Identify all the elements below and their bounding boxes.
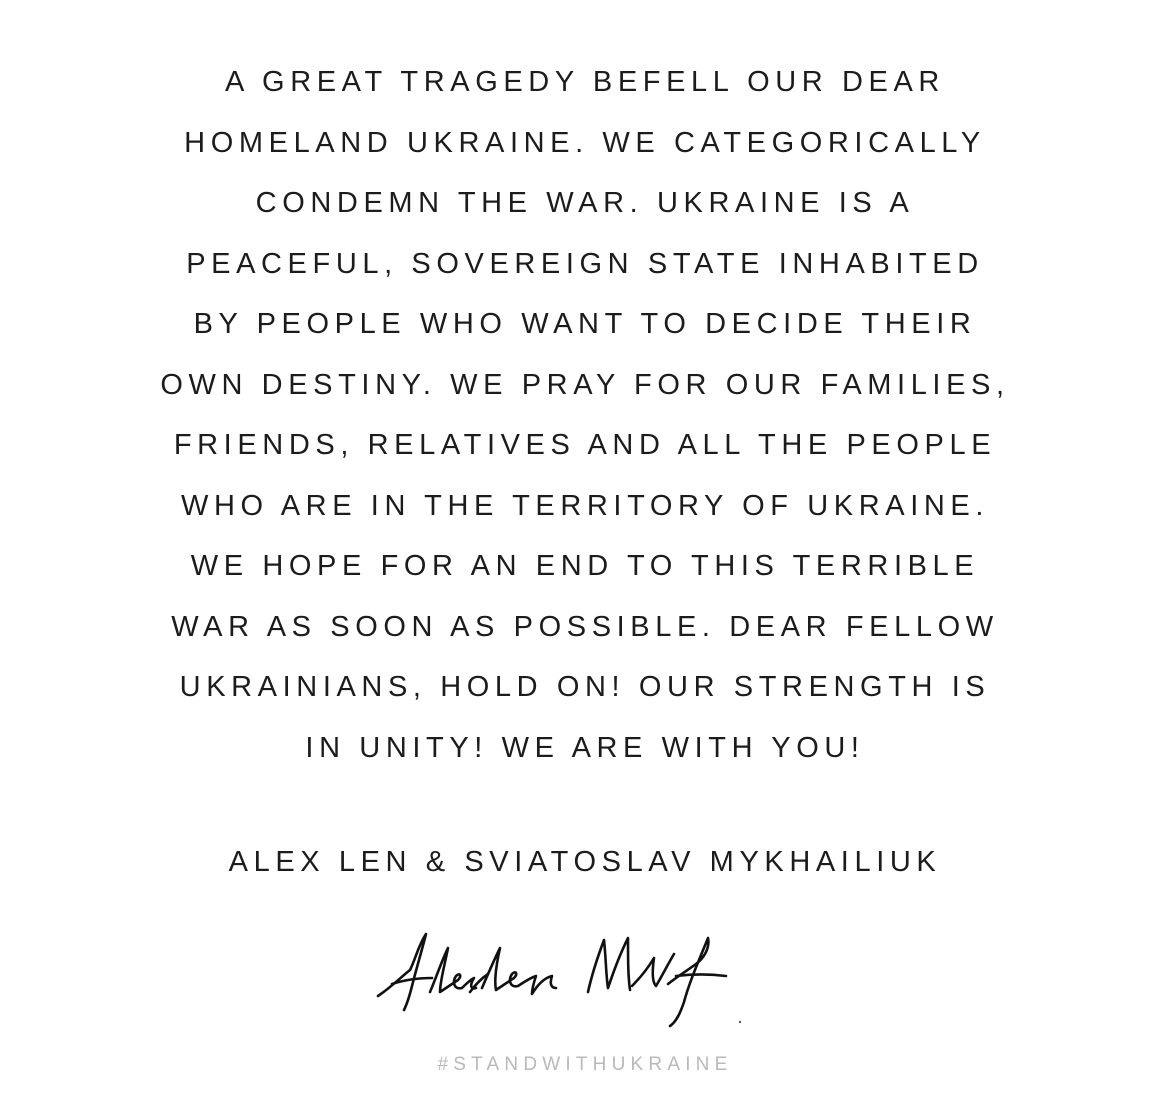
author-names: ALEX LEN & SVIATOSLAV MYKHAILIUK [228, 846, 942, 878]
statement-line: CONDEMN THE WAR. UKRAINE IS A [255, 187, 915, 219]
statement-line: WHO ARE IN THE TERRITORY OF UKRAINE. [180, 489, 990, 522]
statement-line: A GREAT TRAGEDY BEFELL OUR DEAR [225, 66, 945, 98]
handwritten-signature [370, 918, 770, 1033]
statement-line: BY PEOPLE WHO WANT TO DECIDE THEIR [193, 308, 977, 340]
statement-text [0, 52, 1170, 778]
statement-line: IN UNITY! WE ARE WITH YOU! [305, 731, 865, 764]
statement-line: OWN DESTINY. WE PRAY FOR OUR FAMILIES, [160, 368, 1010, 401]
statement-line: UKRAINIANS, HOLD ON! OUR STRENGTH IS [179, 671, 991, 703]
statement-line: HOMELAND UKRAINE. WE CATEGORICALLY [184, 126, 986, 159]
statement-line: FRIENDS, RELATIVES AND ALL THE PEOPLE [173, 429, 997, 461]
statement-line: PEACEFUL, SOVEREIGN STATE INHABITED [186, 247, 984, 280]
statement-line: WE HOPE FOR AN END TO THIS TERRIBLE [190, 550, 980, 582]
statement-line: WAR AS SOON AS POSSIBLE. DEAR FELLOW [171, 610, 999, 643]
hashtag-stand-with-ukraine: #STANDWITHUKRAINE [437, 1054, 733, 1075]
